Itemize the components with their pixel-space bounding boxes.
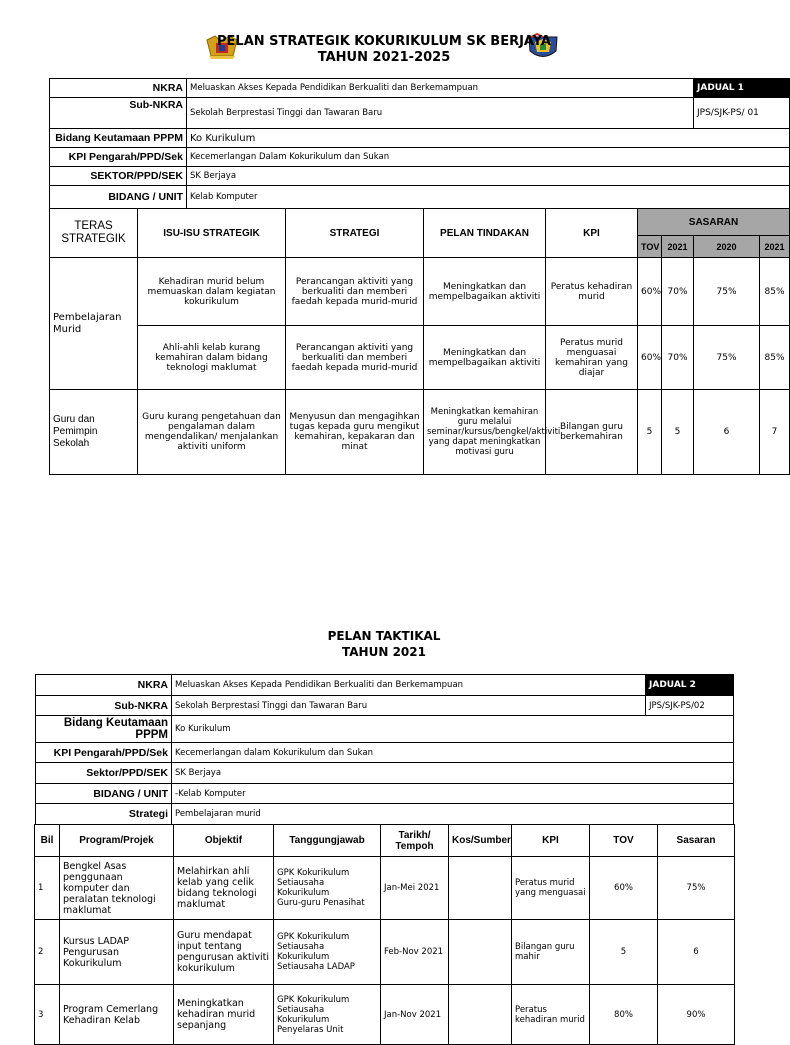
tov-cell: 60% bbox=[638, 258, 662, 326]
tov-cell: 60% bbox=[590, 857, 658, 920]
strategi-cell: Perancangan aktiviti yang berkualiti dan memberi faedah kepada murid-murid bbox=[286, 258, 424, 326]
bidang-label: Bidang Keutamaan PPPM bbox=[36, 716, 172, 743]
objektif-cell: Meningkatkan kehadiran murid sepanjang bbox=[174, 985, 274, 1045]
tarikh-cell: Feb-Nov 2021 bbox=[381, 920, 449, 985]
teras-cell: Pembelajaran Murid bbox=[50, 258, 138, 390]
year-1-cell: 70% bbox=[662, 326, 694, 390]
bidang-value: Ko Kurikulum bbox=[172, 716, 734, 743]
unit-label: BIDANG / UNIT bbox=[50, 186, 187, 209]
tactical-program-table bbox=[34, 824, 735, 1045]
jadual-badge: JADUAL 2 bbox=[646, 675, 734, 696]
tov-cell: 5 bbox=[638, 390, 662, 475]
kpi-cell: Bilangan guru mahir bbox=[512, 920, 590, 985]
subnkra-label: Sub-NKRA bbox=[50, 98, 187, 129]
year-3-cell: 85% bbox=[760, 258, 790, 326]
pelan-cell: Meningkatkan dan mempelbagaikan aktiviti bbox=[424, 258, 546, 326]
kos-cell bbox=[449, 985, 512, 1045]
pelan-cell: Meningkatkan dan mempelbagaikan aktiviti bbox=[424, 326, 546, 390]
bidang-label: Bidang Keutamaan PPPM bbox=[50, 129, 187, 148]
unit-label: BIDANG / UNIT bbox=[36, 784, 172, 804]
tactical-plan-title bbox=[0, 628, 768, 660]
sasaran-cell: 75% bbox=[658, 857, 735, 920]
header-program: Program/Projek bbox=[60, 825, 174, 857]
tarikh-cell: Jan-Mei 2021 bbox=[381, 857, 449, 920]
bil-cell: 3 bbox=[35, 985, 60, 1045]
kos-cell bbox=[449, 920, 512, 985]
header-isu: ISU-ISU STRATEGIK bbox=[138, 209, 286, 258]
bidang-value: Ko Kurikulum bbox=[187, 129, 790, 148]
strategi-value: Pembelajaran murid bbox=[172, 804, 734, 825]
sektor-value: SK Berjaya bbox=[172, 763, 734, 784]
objektif-cell: Guru mendapat input tentang pengurusan aktiviti kokurikulum bbox=[174, 920, 274, 985]
header-tov: TOV bbox=[590, 825, 658, 857]
unit-value: -Kelab Komputer bbox=[172, 784, 734, 804]
sektor-label: SEKTOR/PPD/SEK bbox=[50, 167, 187, 186]
strategic-plan-title bbox=[0, 34, 768, 66]
subnkra-value: Sekolah Berprestasi Tinggi dan Tawaran Baru bbox=[172, 696, 646, 716]
kpi-cell: Peratus murid menguasai kemahiran yang diajar bbox=[546, 326, 638, 390]
header-kpi: KPI bbox=[512, 825, 590, 857]
tanggungjawab-cell: GPK Kokurikulum Setiausaha Kokurikulum Guru-guru Penasihat bbox=[274, 857, 381, 920]
subnkra-label: Sub-NKRA bbox=[36, 696, 172, 716]
header-tanggungjawab: Tanggungjawab bbox=[274, 825, 381, 857]
reference-code: JPS/SJK-PS/02 bbox=[646, 696, 734, 716]
objektif-cell: Melahirkan ahli kelab yang celik bidang teknologi maklumat bbox=[174, 857, 274, 920]
kpi-cell: Bilangan guru berkemahiran bbox=[546, 390, 638, 475]
header-tarikh: Tarikh/ Tempoh bbox=[381, 825, 449, 857]
nkra-label: NKRA bbox=[50, 79, 187, 98]
isu-cell: Guru kurang pengetahuan dan pengalaman dalam mengendalikan/ menjalankan aktiviti uniform bbox=[138, 390, 286, 475]
isu-cell: Ahli-ahli kelab kurang kemahiran dalam bidang teknologi maklumat bbox=[138, 326, 286, 390]
strategi-label: Strategi bbox=[36, 804, 172, 825]
subnkra-value: Sekolah Berprestasi Tinggi dan Tawaran Baru bbox=[187, 98, 694, 129]
program-cell: Bengkel Asas penggunaan komputer dan peralatan teknologi maklumat bbox=[60, 857, 174, 920]
kos-cell bbox=[449, 857, 512, 920]
nkra-label: NKRA bbox=[36, 675, 172, 696]
sektor-label: Sektor/PPD/SEK bbox=[36, 763, 172, 784]
year-3-cell: 7 bbox=[760, 390, 790, 475]
tov-cell: 80% bbox=[590, 985, 658, 1045]
header-sasaran: Sasaran bbox=[658, 825, 735, 857]
strategi-cell: Perancangan aktiviti yang berkualiti dan memberi faedah kepada murid-murid bbox=[286, 326, 424, 390]
header-year-2: 2020 bbox=[694, 236, 760, 258]
header-kos: Kos/Sumber bbox=[449, 825, 512, 857]
reference-code: JPS/SJK-PS/ 01 bbox=[694, 98, 790, 129]
strategic-title-line2: TAHUN 2021-2025 bbox=[317, 50, 451, 65]
header-kpi: KPI bbox=[546, 209, 638, 258]
kpi-pengarah-label: KPI Pengarah/PPD/Sek bbox=[36, 743, 172, 763]
strategi-cell: Menyusun dan mengagihkan tugas kepada guru mengikut kemahiran, kepakaran dan minat bbox=[286, 390, 424, 475]
year-3-cell: 85% bbox=[760, 326, 790, 390]
header-tov: TOV bbox=[638, 236, 662, 258]
tactical-title-line1: PELAN TAKTIKAL bbox=[327, 629, 441, 643]
kpi-pengarah-value: Kecemerlangan dalam Kokurikulum dan Sukan bbox=[172, 743, 734, 763]
sektor-value: SK Berjaya bbox=[187, 167, 790, 186]
jadual-badge: JADUAL 1 bbox=[694, 79, 790, 98]
header-sasaran: SASARAN bbox=[638, 209, 790, 236]
tarikh-cell: Jan-Nov 2021 bbox=[381, 985, 449, 1045]
header-objektif: Objektif bbox=[174, 825, 274, 857]
header-teras: TERAS STRATEGIK bbox=[50, 209, 138, 258]
isu-cell: Kehadiran murid belum memuaskan dalam kegiatan kokurikulum bbox=[138, 258, 286, 326]
bil-cell: 2 bbox=[35, 920, 60, 985]
header-bil: Bil bbox=[35, 825, 60, 857]
kpi-pengarah-label: KPI Pengarah/PPD/Sek bbox=[50, 148, 187, 167]
program-cell: Program Cemerlang Kehadiran Kelab bbox=[60, 985, 174, 1045]
pelan-cell: Meningkatkan kemahiran guru melalui seminar/kursus/bengkel/aktiviti yang dapat meningkatkan motivasi guru bbox=[424, 390, 546, 475]
nkra-value: Meluaskan Akses Kepada Pendidikan Berkualiti dan Berkemampuan bbox=[172, 675, 646, 696]
unit-value: Kelab Komputer bbox=[187, 186, 790, 209]
header-year-3: 2021 bbox=[760, 236, 790, 258]
tov-cell: 60% bbox=[638, 326, 662, 390]
strategic-plan-table bbox=[49, 78, 790, 475]
year-1-cell: 5 bbox=[662, 390, 694, 475]
bil-cell: 1 bbox=[35, 857, 60, 920]
tanggungjawab-cell: GPK Kokurikulum Setiausaha Kokurikulum Setiausaha LADAP bbox=[274, 920, 381, 985]
teras-cell: Guru dan Pemimpin Sekolah bbox=[50, 390, 138, 475]
program-cell: Kursus LADAP Pengurusan Kokurikulum bbox=[60, 920, 174, 985]
nkra-value: Meluaskan Akses Kepada Pendidikan Berkualiti dan Berkemampuan bbox=[187, 79, 694, 98]
header-strategi: STRATEGI bbox=[286, 209, 424, 258]
header-year-1: 2021 bbox=[662, 236, 694, 258]
year-1-cell: 70% bbox=[662, 258, 694, 326]
year-2-cell: 75% bbox=[694, 258, 760, 326]
strategic-title-line1: PELAN STRATEGIK KOKURIKULUM SK BERJAYA bbox=[217, 34, 551, 49]
tactical-title-line2: TAHUN 2021 bbox=[342, 645, 426, 659]
tanggungjawab-cell: GPK Kokurikulum Setiausaha Kokurikulum Penyelaras Unit bbox=[274, 985, 381, 1045]
year-2-cell: 75% bbox=[694, 326, 760, 390]
tov-cell: 5 bbox=[590, 920, 658, 985]
year-2-cell: 6 bbox=[694, 390, 760, 475]
sasaran-cell: 6 bbox=[658, 920, 735, 985]
kpi-cell: Peratus kehadiran murid bbox=[546, 258, 638, 326]
kpi-pengarah-value: Kecemerlangan Dalam Kokurikulum dan Sukan bbox=[187, 148, 790, 167]
header-pelan: PELAN TINDAKAN bbox=[424, 209, 546, 258]
kpi-cell: Peratus murid yang menguasai bbox=[512, 857, 590, 920]
sasaran-cell: 90% bbox=[658, 985, 735, 1045]
tactical-info-table bbox=[35, 674, 734, 825]
kpi-cell: Peratus kehadiran murid bbox=[512, 985, 590, 1045]
